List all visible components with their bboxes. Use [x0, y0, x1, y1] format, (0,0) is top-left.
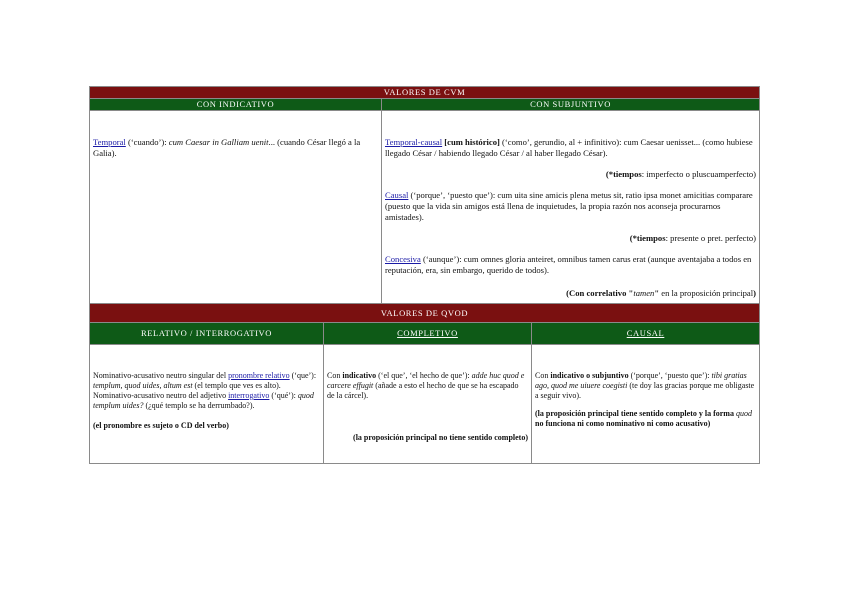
- causal-note-1: (la proposición principal tiene sentido completo y la forma: [535, 409, 736, 418]
- interrogativo-text: Nominativo-acusativo neutro del adjetivo: [93, 391, 229, 400]
- causal-qvod-translation: (te doy las gracias porque me obligaste a seguir vivo).: [535, 381, 755, 400]
- note-tamen: tamen: [633, 288, 655, 298]
- temporal-causal-text: (‘como’, gerundio, al + infinitivo): cum Caesar uenisset... (como hubiese llegado César / habiendo llegado César / al haber llegado César).: [385, 137, 753, 158]
- note-tiempos: tiempos: [636, 233, 666, 243]
- causal-qvod-cell: [532, 345, 760, 464]
- note-close: ): [753, 288, 757, 298]
- causal-text: (‘porque’, ‘puesto que’): cum uita sine amicis plena metus sit, ratio ipsa monet amicitias comparare (puesto que la vida sin amigos está llena de inquietudes, la propia razón nos aconseja procurarnos amistades).: [385, 190, 753, 222]
- causal-link[interactable]: Causal: [385, 190, 409, 200]
- causal-qvod-text-2: (‘porque’, ‘puesto que’):: [628, 371, 712, 380]
- completivo-cell: [324, 345, 532, 464]
- relativo-entry: [93, 371, 320, 391]
- relativo-translation: (el templo que ves es alto).: [192, 381, 281, 390]
- temporal-link[interactable]: Temporal: [93, 137, 126, 147]
- note-prefix: (*: [629, 233, 637, 243]
- cvm-title: VALORES DE CVM: [90, 87, 760, 99]
- grammar-sheet: [89, 86, 759, 464]
- causal-note-quod: quod: [735, 409, 752, 418]
- note-prefix: (*: [605, 169, 614, 179]
- temporal-entry: [93, 137, 378, 159]
- relativo-text: Nominativo-acusativo neutro singular del: [93, 371, 229, 380]
- causal-entry: [385, 190, 756, 223]
- temporal-causal-entry: [385, 137, 756, 159]
- temporal-latin: cum Caesar in Galliam uenit: [168, 137, 269, 147]
- temporal-causal-note: [385, 169, 756, 180]
- completivo-entry: [327, 371, 528, 401]
- indicativo-subjuntivo-label: indicativo o subjuntivo: [550, 371, 629, 380]
- causal-qvod-entry: [535, 371, 756, 401]
- concesiva-link[interactable]: Concesiva: [385, 254, 421, 264]
- concesiva-note: [385, 288, 756, 299]
- interrogativo-latin: quod templum uides?: [93, 391, 314, 410]
- relativo-latin: templum, quod uides, altum est: [93, 381, 193, 390]
- causal-qvod-latin: tibi gratias ago, quod me uiuere coegisti: [535, 371, 747, 390]
- qvod-title: VALORES DE QVOD: [90, 304, 760, 323]
- relativo-note-text: (el pronombre es sujeto o CD del verbo): [93, 421, 229, 430]
- col-header-indicativo: CON INDICATIVO: [90, 99, 382, 111]
- causal-note: [385, 233, 756, 244]
- interrogativo-entry: [93, 391, 320, 411]
- col-header-relativo: RELATIVO / INTERROGATIVO: [90, 323, 324, 345]
- note-rest: : presente o pret. perfecto): [665, 233, 757, 243]
- completivo-note: [327, 433, 528, 443]
- indicativo-label: indicativo: [342, 371, 377, 380]
- temporal-text: (‘cuando’):: [125, 137, 169, 147]
- indicativo-cell: [90, 111, 382, 304]
- note-rest: en la proposición principal: [659, 288, 754, 298]
- cvm-table: [89, 86, 760, 304]
- note-correlativo: (Con correlativo ": [566, 288, 634, 298]
- temporal-translation: ... (cuando César llegó a la Galia).: [93, 137, 361, 158]
- completivo-latin: adde huc quod e carcere effugit: [327, 371, 525, 390]
- subjuntivo-cell: [382, 111, 760, 304]
- concesiva-entry: [385, 254, 756, 276]
- completivo-note-text: (la proposición principal no tiene sentido completo): [353, 433, 528, 442]
- interrogativo-text-2: (‘qué’):: [269, 391, 298, 400]
- col-header-subjuntivo: CON SUBJUNTIVO: [382, 99, 760, 111]
- qvod-table: [89, 303, 760, 464]
- interrogativo-translation: (¿qué templo se ha derrumbado?).: [143, 401, 255, 410]
- causal-qvod-note: [535, 409, 756, 429]
- relativo-text-2: (‘que’):: [289, 371, 317, 380]
- concesiva-text: (‘aunque’): cum omnes gloria anteiret, omnibus tamen carus erat (aunque aventajaba a todos en reputación, era, sin embargo, querido de todos).: [385, 254, 752, 275]
- col-header-completivo[interactable]: COMPLETIVO: [324, 323, 532, 345]
- note-tiempos: tiempos: [613, 169, 642, 179]
- note-rest: : imperfecto o pluscuamperfecto): [641, 169, 757, 179]
- temporal-causal-link[interactable]: Temporal-causal: [385, 137, 443, 147]
- completivo-translation: (añade a esto el hecho de que se ha escapado de la cárcel).: [327, 381, 519, 400]
- interrogativo-link[interactable]: interrogativo: [228, 391, 270, 400]
- cum-historico-label: [cum histórico]: [442, 137, 500, 147]
- completivo-text: Con: [327, 371, 343, 380]
- col-header-causal[interactable]: CAUSAL: [532, 323, 760, 345]
- causal-qvod-text: Con: [535, 371, 551, 380]
- causal-note-2: no funciona ni como nominativo ni como acusativo): [535, 419, 711, 428]
- note-quote: ": [654, 288, 660, 298]
- pronombre-relativo-link[interactable]: pronombre relativo: [228, 371, 290, 380]
- relativo-note: [93, 421, 320, 431]
- relativo-cell: [90, 345, 324, 464]
- completivo-text-2: (‘el que’, ‘el hecho de que’):: [376, 371, 472, 380]
